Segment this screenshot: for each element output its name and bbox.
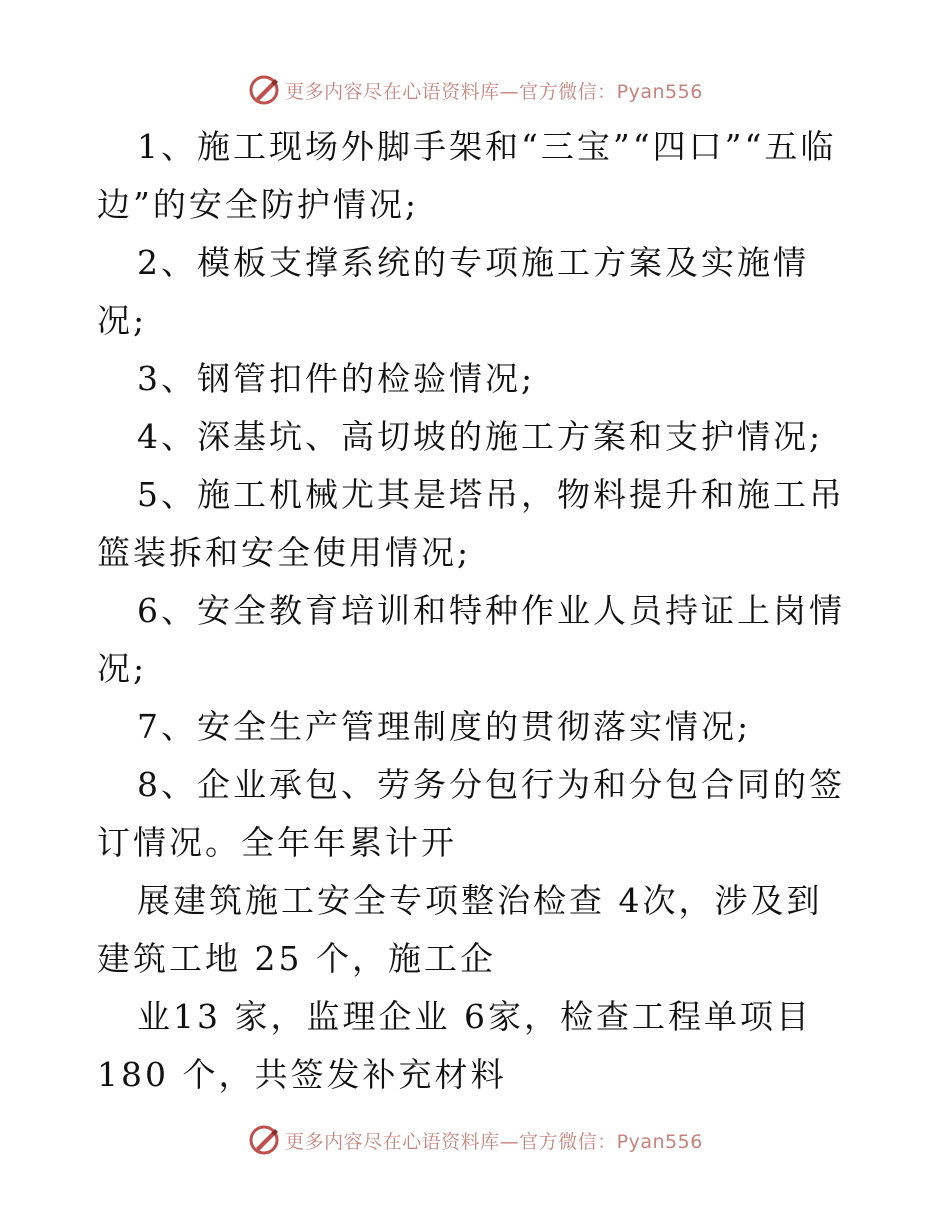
paragraph-4: 4、深基坑、高切坡的施工方案和支护情况; — [137, 417, 824, 456]
paragraph-1: 1、施工现场外脚手架和“三宝”“四口”“五临边”的安全防护情况; — [97, 127, 837, 224]
pen-logo-icon — [247, 1123, 281, 1157]
watermark-text: 更多内容尽在心语资料库—官方微信：Pyan556 — [285, 1130, 703, 1153]
paragraph-9: 展建筑施工安全专项整治检查 4次，涉及到建筑工地 25 个，施工企 — [97, 881, 823, 978]
paragraph-5: 5、施工机械尤其是塔吊，物料提升和施工吊篮装拆和安全使用情况; — [97, 475, 845, 572]
document-body — [97, 118, 849, 1104]
paragraph-3: 3、钢管扣件的检验情况; — [137, 359, 536, 398]
watermark-text: 更多内容尽在心语资料库—官方微信：Pyan556 — [285, 80, 703, 103]
paragraph-8: 8、企业承包、劳务分包行为和分包合同的签订情况。全年年累计开 — [97, 765, 845, 862]
watermark-footer — [0, 1120, 950, 1160]
paragraph-7: 7、安全生产管理制度的贯彻落实情况; — [137, 707, 752, 746]
paragraph-6: 6、安全教育培训和特种作业人员持证上岗情况; — [97, 591, 845, 688]
pen-logo-icon — [247, 73, 281, 107]
paragraph-10: 业13 家，监理企业 6家，检查工程单项目 180 个，共签发补充材料 — [97, 997, 812, 1094]
watermark-header — [0, 70, 950, 110]
paragraph-2: 2、模板支撑系统的专项施工方案及实施情况; — [97, 243, 809, 340]
